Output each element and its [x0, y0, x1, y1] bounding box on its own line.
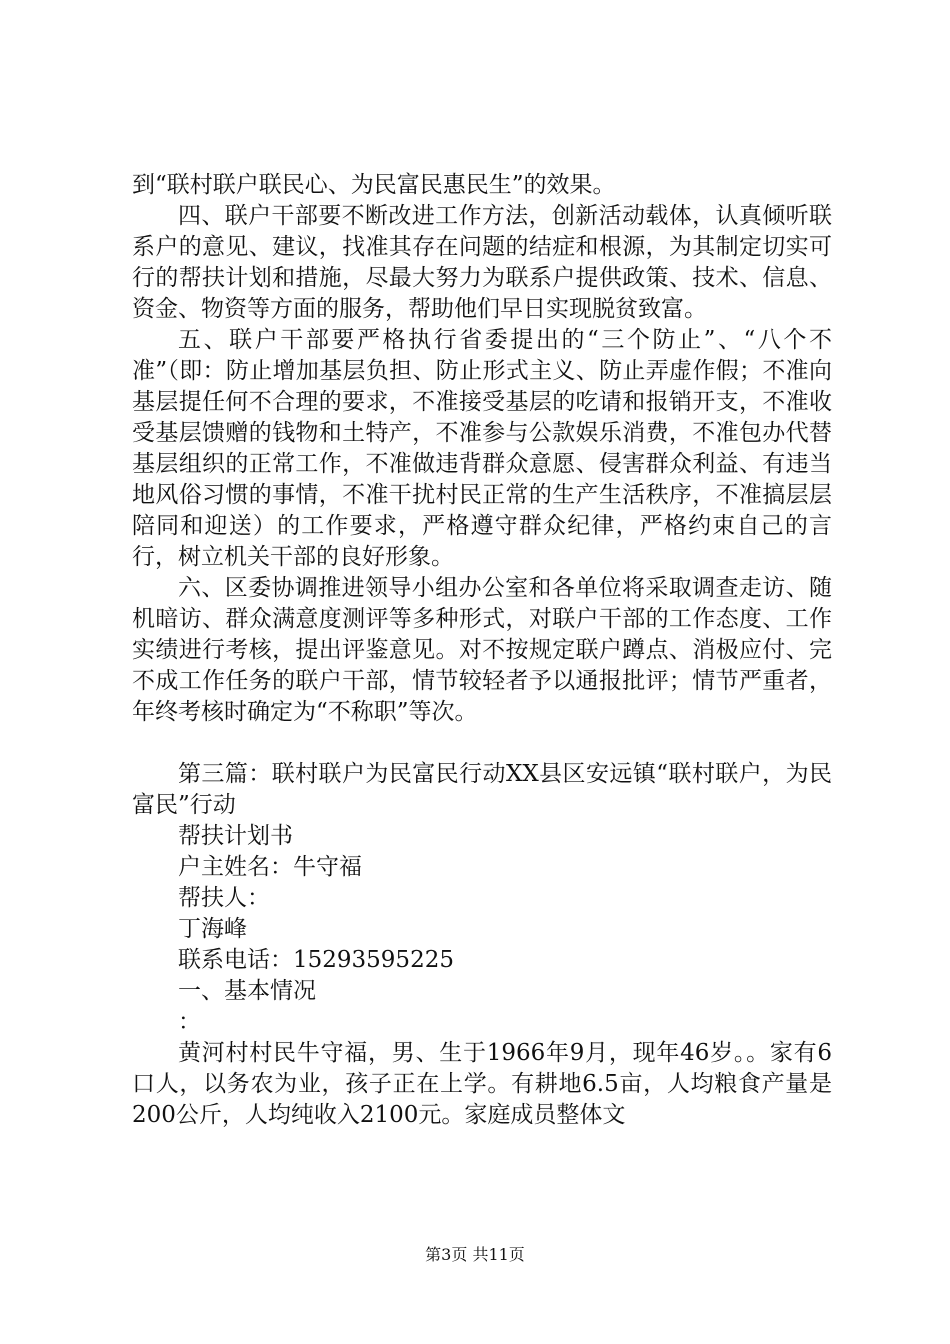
basic-info-paragraph: 黄河村村民牛守福，男、生于1966年9月，现年46岁。。家有6口人，以务农为业，孩子正在上学。有耕地6.5亩，人均粮食产量是200公斤，人均纯收入2100元。家庭成员整体文 — [132, 1040, 832, 1128]
paragraph-item-4: 四、联户干部要不断改进工作方法，创新活动载体，认真倾听联系户的意见、建议，找准其存在问题的结症和根源，为其制定切实可行的帮扶计划和措施，尽最大努力为联系户提供政策、技术、信息、资金、物资等方面的服务，帮助他们早日实现脱贫致富。 — [132, 203, 832, 322]
basic-info-heading: 一、基本情况 — [178, 978, 316, 1004]
basic-info-colon: ： — [178, 1009, 201, 1035]
paragraph-item-5: 五、联户干部要严格执行省委提出的“三个防止”、“八个不准”（即：防止增加基层负担、防止形式主义、防止弄虚作假；不准向基层提任何不合理的要求，不准接受基层的吃请和报销开支，不准收受基层馈赠的钱物和土特产，不准参与公款娱乐消费，不准包办代替基层组织的正常工作，不准做违背群众意愿、侵害群众利益、有违当地风俗习惯的事情，不准干扰村民正常的生产生活秩序，不准搞层层陪同和迎送）的工作要求，严格遵守群众纪律，严格约束自己的言行，树立机关干部的良好形象。 — [132, 327, 832, 570]
helper-name: 丁海峰 — [178, 916, 247, 942]
householder-name: 户主姓名：牛守福 — [178, 854, 362, 880]
page-number: 第3页 共11页 — [425, 1245, 525, 1264]
paragraph-continuation: 到“联村联户联民心、为民富民惠民生”的效果。 — [132, 172, 616, 198]
document-body — [132, 170, 832, 1131]
section-gap — [132, 728, 832, 759]
plan-title: 帮扶计划书 — [178, 823, 293, 849]
helper-label: 帮扶人： — [178, 885, 270, 911]
contact-phone: 联系电话：15293595225 — [178, 947, 454, 973]
section-title: 第三篇：联村联户为民富民行动XX县区安远镇“联村联户，为民富民”行动 — [132, 761, 832, 818]
paragraph-item-6: 六、区委协调推进领导小组办公室和各单位将采取调查走访、随机暗访、群众满意度测评等多种形式，对联户干部的工作态度、工作实绩进行考核，提出评鉴意见。对不按规定联户蹲点、消极应付、完不成工作任务的联户干部，情节较轻者予以通报批评；情节严重者，年终考核时确定为“不称职”等次。 — [132, 575, 832, 725]
